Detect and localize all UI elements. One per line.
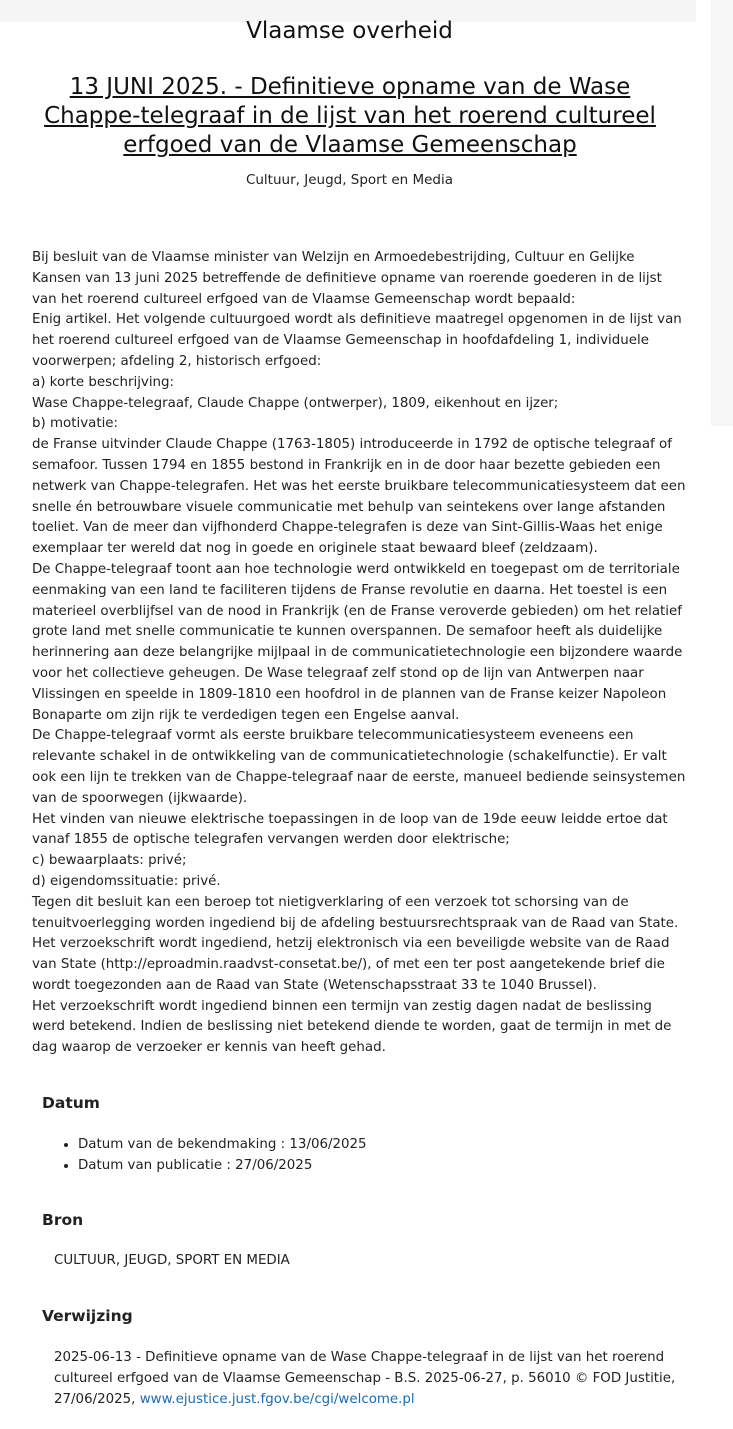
body-line: exemplaar ter wereld dat nog in goede en originele staat bewaard bleef (zeldzaam). (32, 541, 598, 557)
body-line: grote land met snelle communicatie te kunnen overspannen. De semafoor heeft als duidelijke (32, 624, 663, 640)
body-line: van State (http://eproadmin.raadvst-consetat.be/), of met een ter post aangetekende brief die (32, 957, 665, 973)
title-line: Chappe-telegraaf in de lijst van het roerend cultureel (44, 103, 656, 129)
page-subtitle: Cultuur, Jeugd, Sport en Media (245, 172, 454, 188)
source-value: CULTUUR, JEUGD, SPORT EN MEDIA (54, 1253, 290, 1268)
title-line: 13 JUNI 2025. - Definitieve opname van de Wase (69, 74, 631, 100)
body-line: Tegen dit besluit kan een beroep tot nietigverklaring of een verzoek tot schorsing van de (32, 894, 629, 910)
body-line: De Chappe-telegraaf vormt als eerste bruikbare telecommunicatiesysteem eveneens een (32, 728, 634, 744)
body-line: voorwerpen; afdeling 2, historisch erfgoed: (32, 353, 322, 369)
body-line: snelle én betrouwbare visuele communicatie met behulp van seintekens over lange afstanden (32, 499, 666, 515)
body-line: tenuitvoerlegging worden ingediend bij de afdeling bestuursrechtspraak van de Raad van State. (32, 915, 679, 931)
body-line: d) eigendomssituatie: privé. (32, 873, 221, 889)
reference-line: cultureel erfgoed van de Vlaamse Gemeenschap - B.S. 2025-06-27, p. 56010 © FOD Justitie, (54, 1371, 676, 1386)
list-item: • Datum van de bekendmaking : 13/06/2025 (78, 1134, 367, 1155)
body-line: netwerk van Chappe-telegrafen. Het was het eerste bruikbare telecommunicatiesysteem dat een (32, 478, 686, 494)
body-line: De Chappe-telegraaf toont aan hoe technologie werd ontwikkeld en toegepast om de territoriale (32, 561, 680, 577)
reference-text (54, 1347, 674, 1410)
body-line: Bonaparte om zijn rijk te verdedigen tegen een Engelse aanval. (32, 707, 460, 723)
body-line: Vlissingen en speelde in 1809-1810 een hoofdrol in de plannen van de Franse keizer Napoleon (32, 686, 667, 702)
body-line: semafoor. Tussen 1794 en 1855 bestond in Frankrijk en in de door haar bezette gebieden een (32, 457, 661, 473)
body-line: Kansen van 13 juni 2025 betreffende de definitieve opname van roerende goederen in de lijst (32, 270, 662, 286)
body-line: Wase Chappe-telegraaf, Claude Chappe (ontwerper), 1809, eikenhout en ijzer; (32, 395, 559, 411)
authority-name: Vlaamse overheid (246, 18, 453, 44)
body-line: Het vinden van nieuwe elektrische toepassingen in de loop van de 19de eeuw leidde ertoe dat (32, 811, 668, 827)
body-line: materieel overblijfsel van de nood in Frankrijk (en de Franse veroverde gebieden) om het relatief (32, 603, 682, 619)
page-title (30, 73, 670, 160)
datum-heading: Datum (42, 1094, 100, 1112)
body-line: Het verzoekschrift wordt ingediend, hetzij elektronisch via een beveiligde website van de Raad (32, 936, 670, 952)
date-list (42, 1134, 367, 1176)
body-line: Het verzoekschrift wordt ingediend binnen een termijn van zestig dagen nadat de beslissing (32, 998, 652, 1014)
body-line: herinnering aan deze belangrijke mijlpaal in de communicatietechnologie een bijzondere waarde (32, 645, 683, 661)
ejustice-link[interactable]: www.ejustice.just.fgov.be/cgi/welcome.pl (139, 1392, 415, 1407)
body-line: b) motivatie: (32, 416, 119, 432)
body-line: dag waarop de verzoeker er kennis van heeft gehad. (32, 1040, 386, 1056)
document-body (32, 248, 686, 1059)
body-line: a) korte beschrijving: (32, 374, 175, 390)
body-line: van de spoorwegen (ijkwaarde). (32, 790, 248, 806)
body-line: voor het collectieve geheugen. De Wase telegraaf zelf stond op de lijn van Antwerpen naar (32, 665, 644, 681)
body-line: c) bewaarplaats: privé; (32, 853, 187, 869)
body-line: het roerend cultureel erfgoed van de Vlaamse Gemeenschap in hoofdafdeling 1, individuele (32, 333, 649, 349)
body-line: de Franse uitvinder Claude Chappe (1763-1805) introduceerde in 1792 de optische telegraaf of (32, 437, 672, 453)
body-line: Bij besluit van de Vlaamse minister van Welzijn en Armoedebestrijding, Cultuur en Gelijke (32, 250, 635, 265)
body-line: wordt toegezonden aan de Raad van State (Wetenschapsstraat 33 te 1040 Brussel). (32, 977, 597, 993)
body-line: Enig artikel. Het volgende cultuurgoed wordt als definitieve maatregel opgenomen in de lijst van (32, 312, 682, 328)
reference-line: 2025-06-13 - Definitieve opname van de Wase Chappe-telegraaf in de lijst van het roerend (54, 1350, 665, 1365)
reference-date: 27/06/2025, (54, 1392, 140, 1407)
scrollbar-track[interactable] (711, 0, 733, 426)
title-line: erfgoed van de Vlaamse Gemeenschap (123, 132, 577, 158)
body-line: eenmaking van een land te faciliteren tijdens de Franse revolutie en daarna. Het toestel is een (32, 582, 668, 598)
body-line: toeliet. Van de meer dan vijfhonderd Chappe-telegrafen is deze van Sint-Gillis-Waas het enige (32, 520, 663, 536)
list-item: • Datum van publicatie : 27/06/2025 (78, 1155, 367, 1176)
body-line: vanaf 1855 de optische telegrafen vervangen werden door elektrische; (32, 832, 510, 848)
body-line: werd betekend. Indien de beslissing niet betekend diende te worden, gaat de termijn in met de (32, 1019, 672, 1035)
verwijzing-heading: Verwijzing (42, 1307, 133, 1325)
bron-heading: Bron (42, 1211, 84, 1229)
body-line: ook een lijn te trekken van de Chappe-telegraaf naar de eerste, manueel bediende seinsystemen (32, 769, 686, 785)
reference-line (54, 1389, 674, 1410)
body-line: van het roerend cultureel erfgoed van de Vlaamse Gemeenschap wordt bepaald: (32, 291, 576, 307)
body-line: relevante schakel in de ontwikkeling van de communicatietechnologie (schakelfunctie). Er valt (32, 749, 667, 765)
